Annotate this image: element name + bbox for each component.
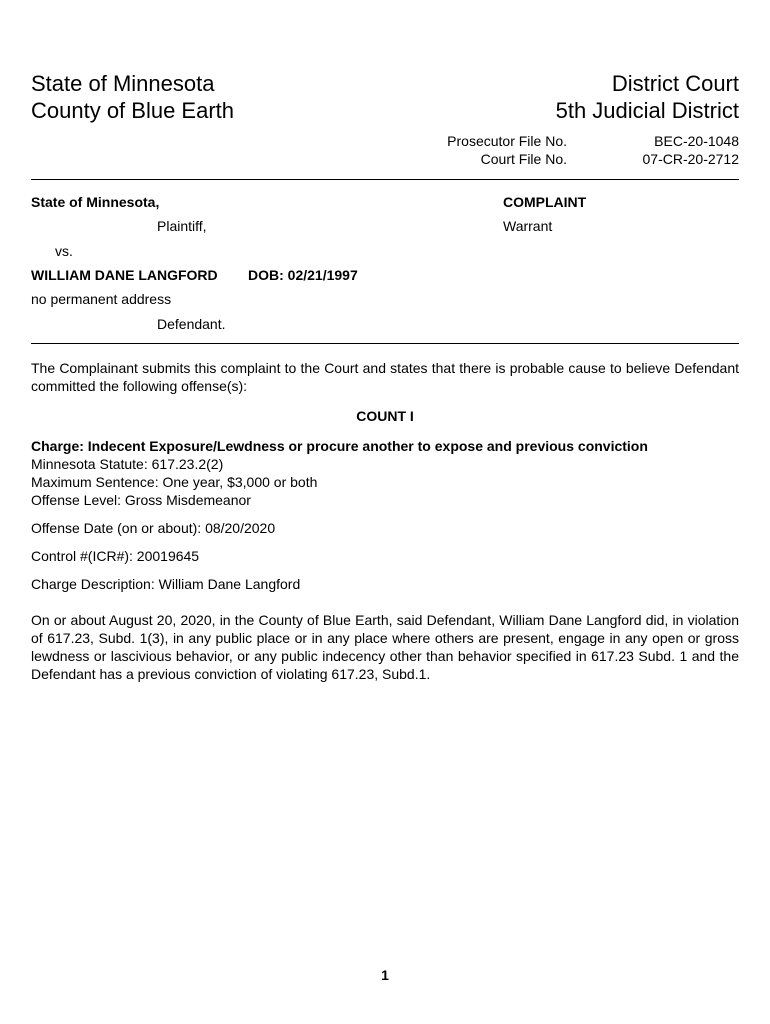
header-divider [31, 179, 739, 180]
count-heading: COUNT I [356, 408, 414, 424]
prosecutor-file-label: Prosecutor File No. [447, 133, 567, 149]
defendant-dob: DOB: 02/21/1997 [248, 267, 358, 283]
court-file-label: Court File No. [480, 151, 567, 167]
page-number: 1 [381, 967, 389, 983]
caption-divider [31, 343, 739, 344]
offense-level-line: Offense Level: Gross Misdemeanor [31, 492, 251, 508]
complaint-intro: The Complainant submits this complaint to the Court and states that there is probable cause to believe Defendant committed the following offense(s): [31, 360, 739, 394]
defendant-role: Defendant. [157, 316, 226, 332]
court-file-number: 07-CR-20-2712 [642, 151, 739, 167]
control-number-line: Control #(ICR#): 20019645 [31, 548, 200, 564]
file-number-values [643, 132, 740, 168]
file-number-labels [436, 132, 567, 168]
document-type: COMPLAINT [503, 194, 587, 210]
plaintiff-role: Plaintiff, [157, 218, 207, 234]
document-subtype: Warrant [503, 218, 553, 234]
offense-date-line: Offense Date (on or about): 08/20/2020 [31, 520, 276, 536]
charge-description-line: Charge Description: William Dane Langford [31, 576, 301, 592]
versus-label: vs. [55, 243, 73, 259]
charge-title: Charge: Indecent Exposure/Lewdness or procure another to expose and previous conviction [31, 438, 648, 454]
county-heading: County of Blue Earth [31, 98, 235, 123]
prosecutor-file-number: BEC-20-1048 [654, 133, 739, 149]
court-heading: District Court [611, 71, 739, 96]
offense-narrative: On or about August 20, 2020, in the County of Blue Earth, said Defendant, William Dane Langford did, in violation of 617.23, Subd. 1(3), in any public place or in any place where others are present, engage in any open or gross lewdness or lascivious behavior, or any public indecency other than behavior specified in 617.23 Subd. 1 and the Defendant has a previous conviction of violating 617.23, Subd.1. [31, 612, 739, 682]
defendant-name: WILLIAM DANE LANGFORD [31, 267, 218, 283]
court-jurisdiction-block [31, 70, 234, 124]
court-name-block [556, 70, 739, 124]
defendant-address: no permanent address [31, 291, 172, 307]
state-heading: State of Minnesota [31, 71, 215, 96]
district-heading: 5th Judicial District [555, 98, 739, 123]
max-sentence-line: Maximum Sentence: One year, $3,000 or both [31, 474, 318, 490]
statute-line: Minnesota Statute: 617.23.2(2) [31, 456, 224, 472]
plaintiff-name: State of Minnesota, [31, 194, 160, 210]
